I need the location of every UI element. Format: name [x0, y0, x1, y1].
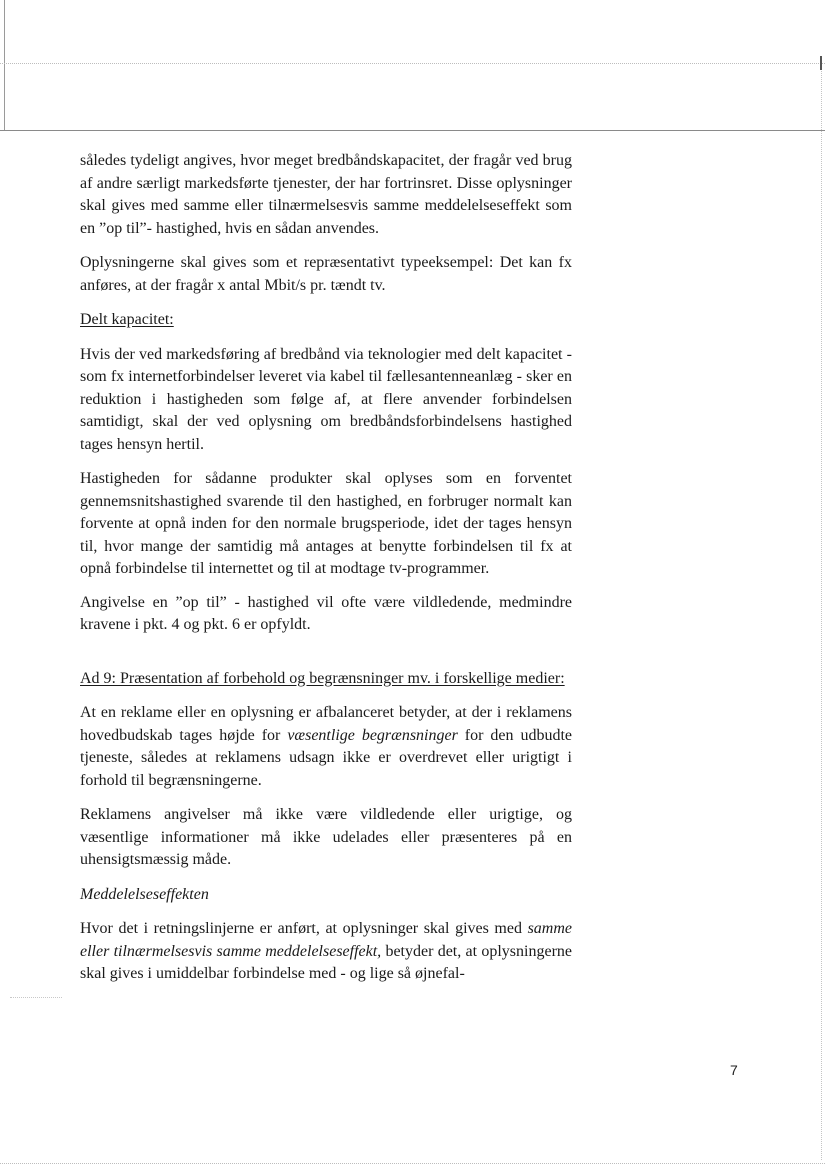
heading-delt-kapacitet: Delt kapacitet: — [80, 311, 174, 328]
scan-dots — [10, 997, 62, 998]
paragraph-8-text-b: betyder det, at oplysningerne skal gives i umiddelbar forbindelse med - og lige så øjnefal- — [80, 942, 572, 982]
paragraph-8 — [80, 918, 572, 986]
paragraph-8-emphasis: samme eller tilnærmelsesvis samme meddelelseseffekt, — [80, 920, 572, 960]
paragraph-6-text-b: for den udbudte tjeneste, således at reklamens udsagn ikke er overdrevet eller urigtigt i forhold til begrænsningerne. — [80, 726, 572, 789]
page-body — [80, 150, 572, 986]
paragraph-7: Reklamens angivelser må ikke være vildledende eller urigtige, og væsentlige informationer må ikke udelades eller præsenteres på en uhensigtsmæssig måde. — [80, 806, 572, 868]
paragraph-6 — [80, 702, 572, 792]
page-number: 7 — [730, 1062, 738, 1078]
scan-border-left — [4, 0, 5, 130]
paragraph-4: Hastigheden for sådanne produkter skal oplyses som en forventet gennemsnitshastighed svarende til den hastighed, en forbruger normalt kan forvente at opnå inden for den normale brugsperiode, idet der tages hensyn til, hvor mange der samtidig må antages at benytte forbindelsen til fx at opnå forbindelse til internettet og til at modtage tv-programmer. — [80, 470, 572, 577]
heading-meddelelseseffekten: Meddelelseseffekten — [80, 885, 209, 903]
scan-line-top — [0, 63, 825, 64]
scan-line-bottom — [0, 1163, 825, 1164]
paragraph-1: således tydeligt angives, hvor meget bredbåndskapacitet, der fragår ved brug af andre særligt markedsførte tjenester, der har fortrinsret. Disse oplysninger skal gives med samme eller tilnærmelsesvis samme meddelelseseffekt som en ”op til”- hastighed, hvis en sådan anvendes. — [80, 152, 572, 237]
paragraph-5: Angivelse en ”op til” - hastighed vil ofte være vildledende, medmindre kravene i pkt. 4 og pkt. 6 er opfyldt. — [80, 593, 572, 633]
header-rule — [0, 130, 825, 131]
paragraph-6-text-a: At en reklame eller en oplysning er afbalanceret betyder, at der i reklamens hovedbudskab tages højde for — [80, 704, 572, 744]
heading-ad-9: Ad 9: Præsentation af forbehold og begrænsninger mv. i forskellige medier: — [80, 669, 565, 687]
scan-mark — [820, 56, 822, 70]
paragraph-8-text-a: Hvor det i retningslinjerne er anført, at oplysninger skal gives med — [80, 920, 528, 937]
paragraph-6-emphasis: væsentlige begrænsninger — [287, 726, 458, 744]
paragraph-2: Oplysningerne skal gives som et repræsentativt typeeksempel: Det kan fx anføres, at der fragår x antal Mbit/s pr. tændt tv. — [80, 254, 572, 294]
paragraph-3: Hvis der ved markedsføring af bredbånd via teknologier med delt kapacitet - som fx internetforbindelser leveret via kabel til fællesantenneanlæg - sker en reduktion i hastigheden som følge af, at flere anvender forbindelsen samtidigt, skal der ved oplysning om bredbåndsforbindelsens hastighed tages hensyn hertil. — [80, 345, 572, 453]
scan-border-right — [821, 60, 822, 1160]
